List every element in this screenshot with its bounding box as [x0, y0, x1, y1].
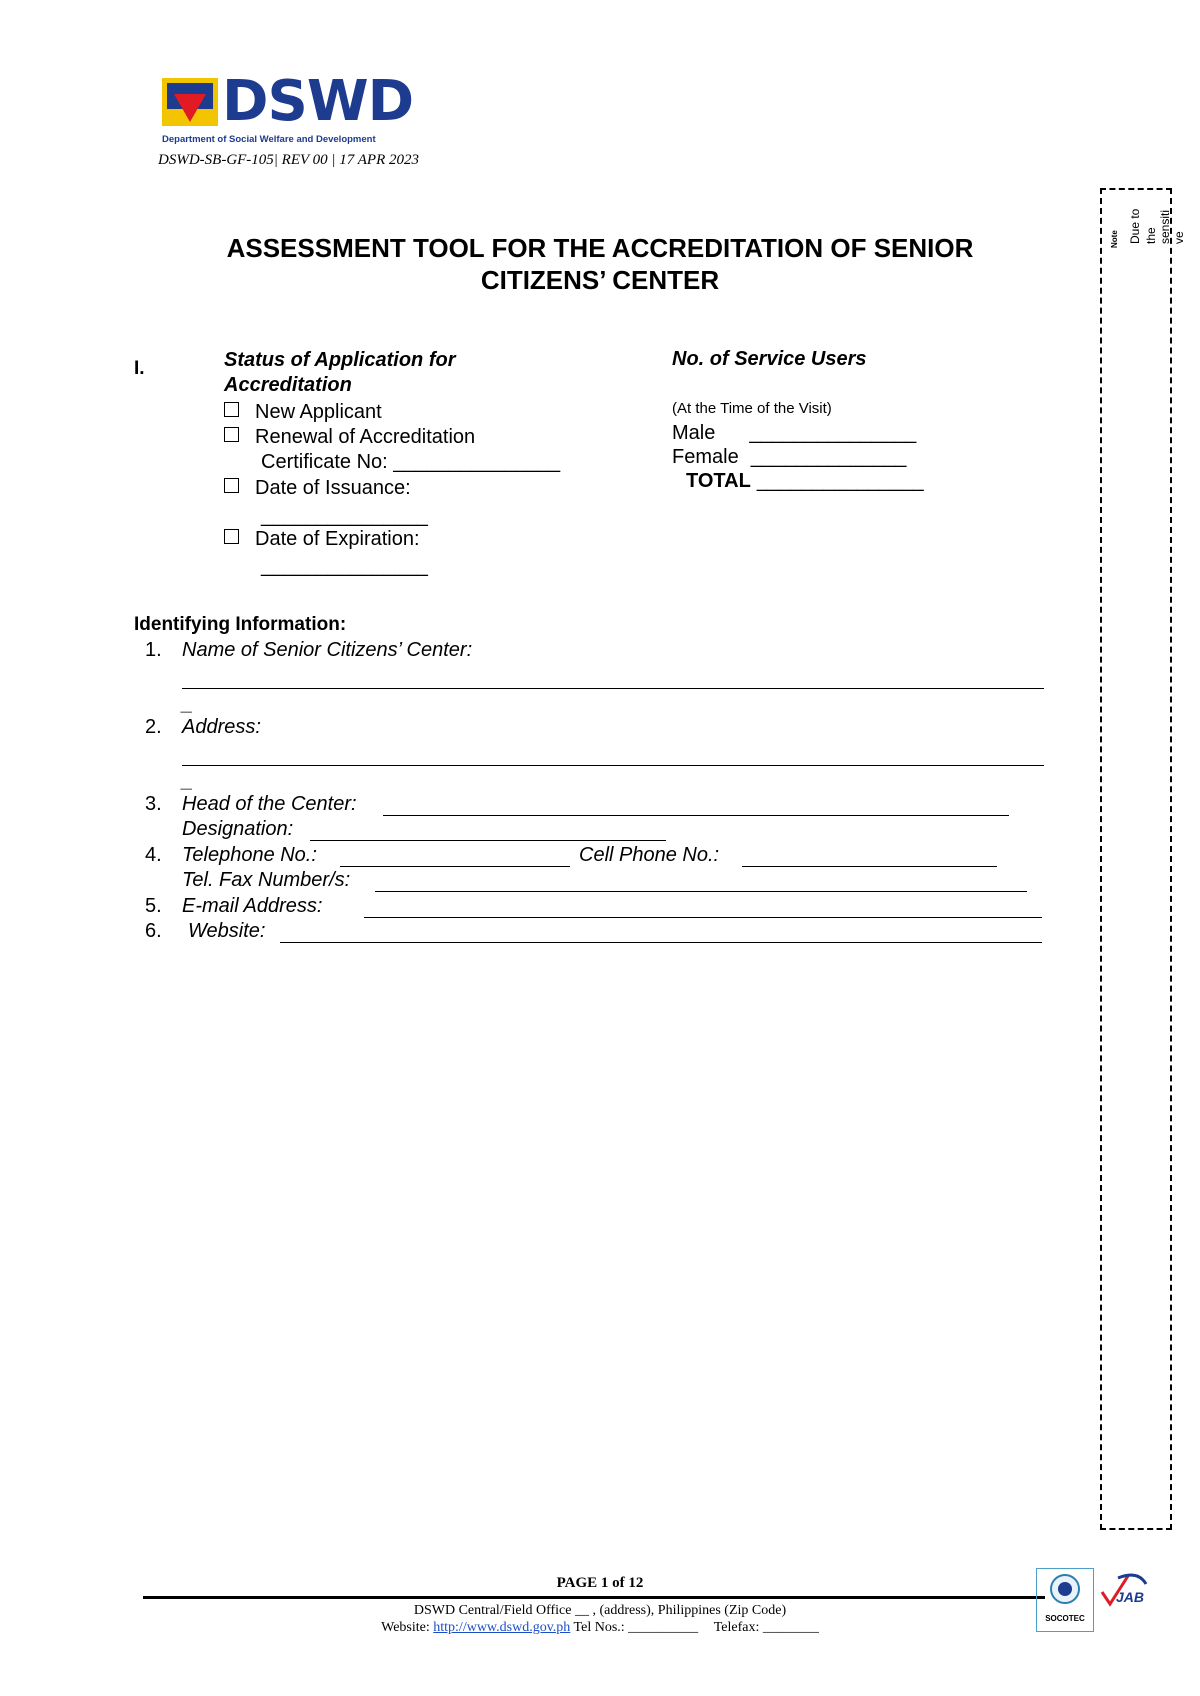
checkbox[interactable] [224, 478, 239, 493]
date-expiration-blank[interactable]: _______________ [261, 555, 428, 577]
website-label: Website: [188, 920, 266, 942]
address-line-cont: _ [182, 770, 194, 792]
date-expiration-option[interactable]: Date of Expiration: [224, 527, 420, 552]
head-of-center-label: Head of the Center: [182, 793, 357, 815]
certification-icon [1037, 1569, 1093, 1609]
male-count-field[interactable]: Male _______________ [672, 422, 917, 444]
fax-label: Tel. Fax Number/s: [182, 869, 351, 891]
status-heading: Status of Application for Accreditation [224, 349, 456, 396]
item-number: 5. [145, 895, 162, 917]
certificate-no-field[interactable]: Certificate No: _______________ [261, 451, 561, 473]
item-number: 2. [145, 716, 162, 738]
cellphone-line[interactable] [742, 866, 997, 867]
checkbox[interactable] [224, 427, 239, 442]
service-users-heading: No. of Service Users [672, 348, 867, 370]
socotec-certification-badge: SOCOTEC [1036, 1568, 1094, 1632]
side-note-box [1100, 188, 1186, 1530]
address-label: Address: [182, 716, 261, 738]
website-line[interactable] [280, 942, 1042, 943]
renewal-option[interactable]: Renewal of Accreditation [224, 425, 475, 450]
new-applicant-option[interactable]: New Applicant [224, 400, 382, 425]
dswd-logo [162, 69, 414, 148]
title-line-1: ASSESSMENT TOOL FOR THE ACCREDITATION OF SENIOR [226, 233, 974, 263]
footer-contact: Website: http://www.dswd.gov.ph Tel Nos.: __________ Telefax: ________ [381, 1620, 819, 1635]
logo-subtitle: Department of Social Welfare and Development [162, 134, 376, 145]
dswd-emblem-icon [162, 78, 218, 130]
footer-office: DSWD Central/Field Office __ , (address), Philippines (Zip Code) [413, 1603, 787, 1618]
page-title [150, 232, 1050, 296]
item-number: 3. [145, 793, 162, 815]
section-number: I. [134, 358, 145, 379]
center-name-label: Name of Senior Citizens’ Center: [182, 639, 473, 661]
telephone-label: Telephone No.: [182, 844, 317, 866]
email-label: E-mail Address: [182, 895, 323, 917]
checkbox[interactable] [224, 529, 239, 544]
checkbox[interactable] [224, 402, 239, 417]
date-issuance-option[interactable]: Date of Issuance: [224, 476, 411, 501]
item-number: 4. [145, 844, 162, 866]
service-users-subheading: (At the Time of the Visit) [672, 400, 832, 417]
document-code: DSWD-SB-GF-105| REV 00 | 17 APR 2023 [158, 152, 419, 168]
address-line[interactable] [182, 765, 1044, 766]
side-note-label: Note [1110, 230, 1119, 248]
total-count-field[interactable]: TOTAL _______________ [686, 470, 924, 492]
side-note-text: ve [1172, 231, 1186, 244]
side-note-text: sensiti [1158, 209, 1172, 244]
date-issuance-blank[interactable]: _______________ [261, 505, 428, 527]
cellphone-label: Cell Phone No.: [579, 844, 720, 866]
logo-wordmark: DSWD [222, 69, 414, 134]
female-count-field[interactable]: Female ______________ [672, 446, 907, 468]
item-number: 1. [145, 639, 162, 661]
designation-line[interactable] [310, 840, 666, 841]
website-link[interactable]: http://www.dswd.gov.ph [433, 1620, 571, 1635]
page-number: PAGE 1 of 12 [556, 1575, 644, 1591]
head-of-center-line[interactable] [383, 815, 1009, 816]
identifying-info-heading: Identifying Information: [134, 614, 347, 635]
email-line[interactable] [364, 917, 1042, 918]
item-number: 6. [145, 920, 162, 942]
side-note-text: the [1144, 227, 1158, 244]
telephone-line[interactable] [340, 866, 570, 867]
side-note-text: Due to [1128, 208, 1142, 244]
title-line-2: CITIZENS’ CENTER [480, 265, 720, 295]
footer-divider [143, 1596, 1045, 1599]
designation-label: Designation: [182, 818, 294, 840]
center-name-line[interactable] [182, 688, 1044, 689]
fax-line[interactable] [375, 891, 1027, 892]
jab-accreditation-badge: JAB [1098, 1570, 1150, 1632]
center-name-line-cont: _ [182, 693, 194, 715]
